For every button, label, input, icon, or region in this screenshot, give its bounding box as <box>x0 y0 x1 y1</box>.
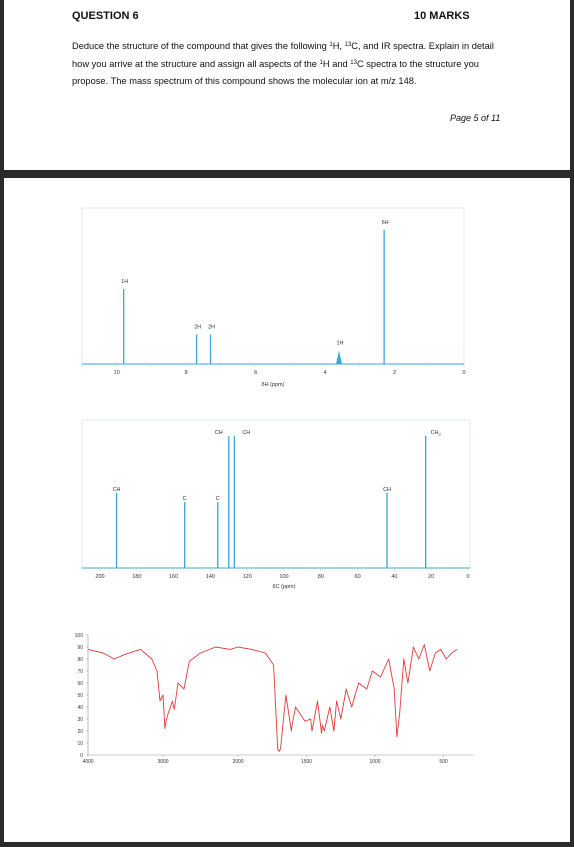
h-nmr-integration-label: 1H <box>121 278 129 285</box>
ir-x-tick-label: 2000 <box>232 759 244 765</box>
ir-x-tick-label: 1500 <box>300 759 313 765</box>
spectra-figure <box>4 178 570 842</box>
c-nmr-multiplicity-label: $CH_3$ <box>430 430 441 437</box>
ir-y-tick-label: 40 <box>77 705 83 711</box>
c-nmr-multiplicity-label: CH <box>214 430 223 436</box>
h-nmr-tick-label: 6 <box>254 370 258 376</box>
ir-y-tick-label: 90 <box>77 645 83 651</box>
c-nmr-frame <box>82 420 470 568</box>
question-heading: QUESTION 6 <box>72 10 139 22</box>
c-nmr-tick-label: 180 <box>132 574 142 580</box>
spectra-page <box>4 178 570 842</box>
ir-y-tick-label: 10 <box>77 741 83 747</box>
c-nmr-multiplicity-label: C <box>182 496 187 502</box>
ir-y-tick-label: 60 <box>77 681 83 687</box>
h-nmr-tick-label: 2 <box>393 370 397 376</box>
h-nmr-frame <box>82 208 464 364</box>
c-nmr-tick-label: 40 <box>391 574 398 580</box>
ir-y-tick-label: 50 <box>77 693 83 699</box>
h-nmr-integration-label: 2H <box>194 324 202 331</box>
h-nmr-tick-label: 10 <box>113 370 120 376</box>
c-nmr-tick-label: 100 <box>279 574 289 580</box>
h-nmr-integration-label: 2H <box>207 324 216 331</box>
ir-y-tick-label: 0 <box>80 753 83 759</box>
c-nmr-multiplicity-label: CH <box>383 486 392 493</box>
question-text: Deduce the structure of the compound that gives the following $^1$H, $^{13}$C, and IR spectra. Explain in detail how you arrive at the structure and assign all aspects of the $^1$H and $^{13}$C spectra to the structure you propose. The mass spectrum of this compound shows the molecular ion at m/z 148. <box>72 41 494 86</box>
h-nmr-axis-label: δH (ppm) <box>261 382 285 388</box>
c-nmr-multiplicity-label: CH <box>112 486 121 493</box>
c-nmr-tick-label: 200 <box>95 574 105 580</box>
h-nmr-integration-label: 1H <box>336 340 344 347</box>
c-nmr-tick-label: 60 <box>354 574 361 580</box>
ir-y-tick-label: 20 <box>77 729 83 735</box>
question-marks: 10 MARKS <box>414 10 470 22</box>
ir-y-tick-label: 100 <box>74 633 83 639</box>
ir-y-tick-label: 70 <box>77 669 83 675</box>
c-nmr-tick-label: 160 <box>169 574 179 580</box>
ir-x-tick-label: 500 <box>439 759 448 765</box>
question-page <box>4 0 570 170</box>
c-nmr-axis-label: δC (ppm) <box>272 584 296 590</box>
h-nmr-tick-label: 0 <box>462 370 466 376</box>
ir-spectrum-line <box>88 645 457 752</box>
h-nmr-integration-label: 6H <box>381 220 389 226</box>
c-nmr-tick-label: 0 <box>466 574 470 580</box>
ir-x-tick-label: 4000 <box>82 759 94 765</box>
ir-x-tick-label: 3000 <box>157 759 169 765</box>
c-nmr-tick-label: 140 <box>205 574 215 580</box>
ir-y-tick-label: 30 <box>77 717 83 723</box>
c-nmr-tick-label: 80 <box>317 574 324 580</box>
c-nmr-tick-label: 120 <box>242 574 252 580</box>
h-nmr-peak <box>336 351 342 364</box>
page-number: Page 5 of 11 <box>450 113 501 123</box>
c-nmr-multiplicity-label: C <box>215 496 220 502</box>
c-nmr-tick-label: 20 <box>428 574 435 580</box>
ir-x-tick-label: 1000 <box>369 759 381 765</box>
c-nmr-multiplicity-label: CH <box>242 430 251 436</box>
ir-y-tick-label: 80 <box>77 657 83 663</box>
h-nmr-tick-label: 4 <box>323 370 327 376</box>
h-nmr-tick-label: 8 <box>184 370 188 376</box>
